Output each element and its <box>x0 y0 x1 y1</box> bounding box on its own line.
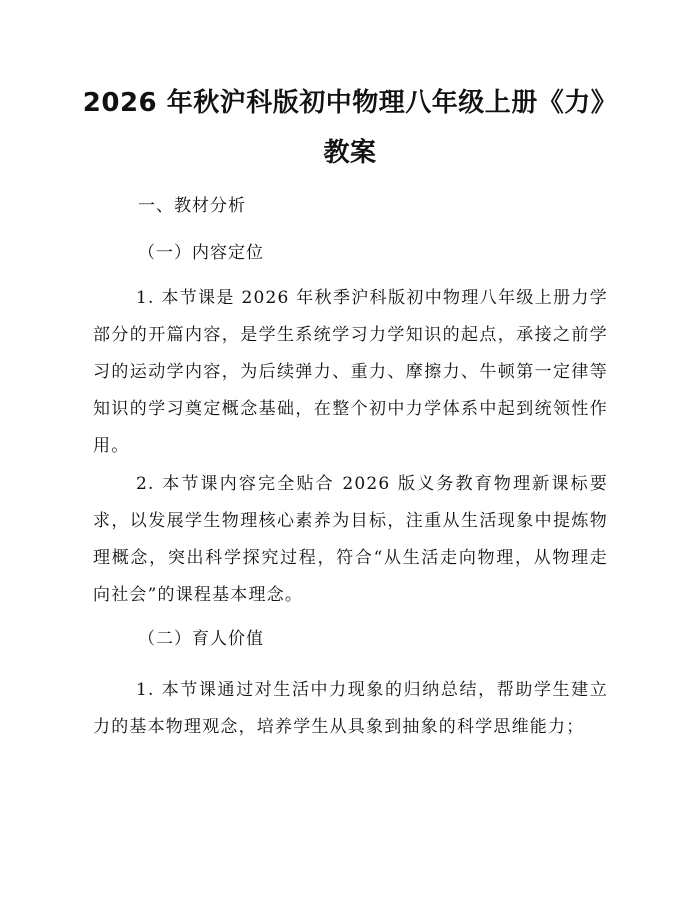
document-title-continued: 教案 <box>323 138 377 168</box>
subsection-heading-content-positioning: （一）内容定位 <box>138 243 264 263</box>
paragraph-educational-value-1: 1. 本节课通过对生活中力现象的归纳总结，帮助学生建立力的基本物理观念，培养学生从具象到抽象的科学思维能力； <box>93 680 608 737</box>
paragraph-content-positioning-2: 2. 本节课内容完全贴合 2026 版义务教育物理新课标要求，以发展学生物理核心素养为目标，注重从生活现象中提炼物理概念，突出科学探究过程，符合“从生活走向物理，从物理走向社会”的课程基本理念。 <box>93 474 608 605</box>
document-title: 2026 年秋沪科版初中物理八年级上册《力》 <box>82 88 618 118</box>
section-heading-textbook-analysis: 一、教材分析 <box>138 196 246 216</box>
subsection-heading-educational-value: （二）育人价值 <box>138 629 264 649</box>
paragraph-content-positioning-1: 1. 本节课是 2026 年秋季沪科版初中物理八年级上册力学部分的开篇内容，是学生系统学习力学知识的起点，承接之前学习的运动学内容，为后续弹力、重力、摩擦力、牛顿第一定律等知识的学习奠定概念基础，在整个初中力学体系中起到统领性作用。 <box>93 288 608 456</box>
